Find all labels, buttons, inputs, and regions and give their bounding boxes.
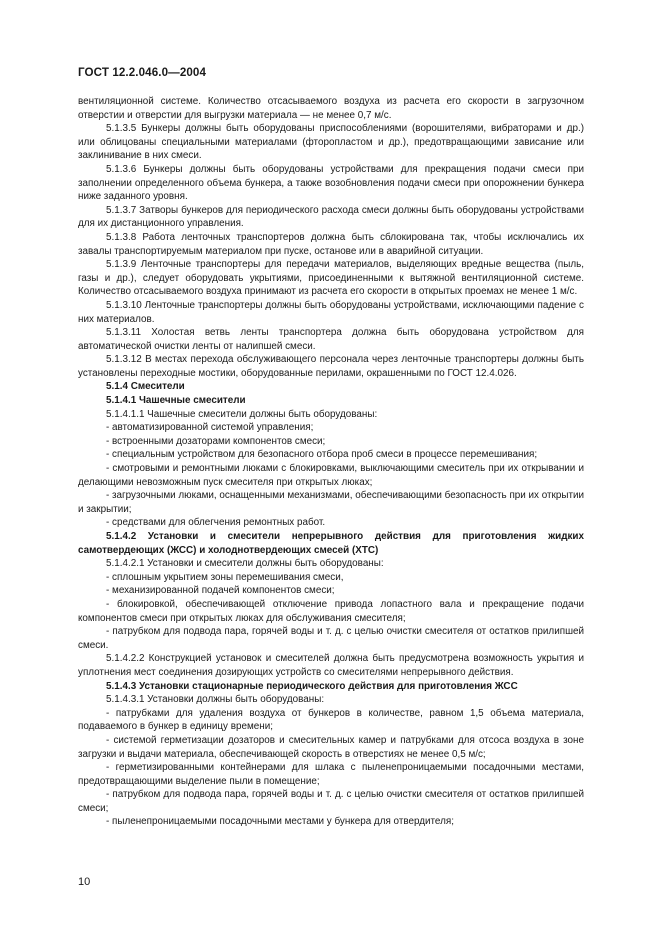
paragraph: - патрубком для подвода пара, горячей воды и т. д. с целью очистки смесителя от остатков прилипшей смеси. [78,626,584,651]
paragraph: 5.1.3.6 Бункеры должны быть оборудованы устройствами для прекращения подачи смеси при заполнении определенного объема бункера, а также возобновления подачи смеси при опорожнении бункера ниже заданного уровня. [78,163,584,203]
paragraph: - сплошным укрытием зоны перемешивания смеси, [106,571,344,583]
paragraph: - блокировкой, обеспечивающей отключение привода лопастного вала и прекращение подачи компонентов смеси при открытых люках для обслуживания смесителя; [78,598,584,624]
paragraph: - герметизированными контейнерами для шлака с пыленепроницаемыми посадочными местами, предотвращающими выделение пыли в помещение; [78,762,584,787]
paragraph: 5.1.3.5 Бункеры должны быть оборудованы приспособлениями (ворошителями, вибраторами и др.) или облицованы специальными материалами (фторопластом и др.), предотвращающими зависание или заклинивание в них смеси. [78,123,584,162]
paragraph: - автоматизированной системой управления; [106,422,314,434]
paragraph: - патрубком для подвода пара, горячей воды и т. д. с целью очистки смесителя от остатков прилипшей смеси; [78,789,584,814]
paragraph: - средствами для облегчения ремонтных работ. [106,517,326,529]
paragraph: вентиляционной системе. Количество отсасываемого воздуха из расчета его скорости в загрузочном отверстии и отверстии для выгрузки материала — не менее 0,7 м/с. [78,96,584,121]
paragraph: 5.1.4.2.2 Конструкцией установок и смесителей должна быть предусмотрена возможность укрытия и уплотнения мест соединения дозирующих устройств со смесителями непрерывного действия. [78,653,584,678]
paragraph: - системой герметизации дозаторов и смесительных камер и патрубками для отсоса воздуха в зоне загрузки и выдачи материала, обеспечивающей скорость в отверстиях не менее 0,5 м/с; [78,734,584,760]
paragraph: 5.1.3.8 Работа ленточных транспортеров должна быть сблокирована так, чтобы исключались их завалы транспортируемым материалом при пуске, останове или в аварийной ситуации. [78,231,584,257]
page-number: 10 [78,876,91,888]
paragraph: - встроенными дозаторами компонентов смеси; [106,435,326,447]
paragraph: 5.1.4.1.1 Чашечные смесители должны быть оборудованы: [106,408,378,420]
document-header: ГОСТ 12.2.046.0—2004 [78,66,207,79]
paragraph: 5.1.4.3.1 Установки должны быть оборудованы: [106,694,325,706]
section-heading: 5.1.4.2 Установки и смесители непрерывного действия для приготовления жидких самотвердеющих (ЖСС) и холоднотвердеющих смесей (ХТС) [78,531,584,556]
paragraph: - специальным устройством для безопасного отбора проб смеси в процессе перемешивания; [106,449,538,461]
paragraph: 5.1.3.9 Ленточные транспортеры для передачи материалов, выделяющих вредные вещества (пыль, газы и др.), следует оборудовать укрытиями, присоединенными к вытяжной вентиляционной системе. Количество отсасываемого воздуха принимают из расчета его скорости в открытых проемах не менее 1 м/с. [78,259,584,298]
paragraph: 5.1.3.7 Затворы бункеров для периодического расхода смеси должны быть оборудованы устройствами для их дистанционного управления. [78,204,584,230]
paragraph: - загрузочными люками, оснащенными механизмами, обеспечивающими безопасность при их открытии и закрытии; [78,490,585,515]
paragraph: 5.1.3.11 Холостая ветвь ленты транспортера должна быть оборудована устройством для автоматической очистки ленты от налипшей смеси. [78,327,584,352]
section-heading: 5.1.4.3 Установки стационарные периодического действия для приготовления ЖСС [106,680,518,692]
section-heading: 5.1.4 Смесители [106,381,185,393]
paragraph: 5.1.4.2.1 Установки и смесители должны быть оборудованы: [106,558,384,570]
paragraph: 5.1.3.12 В местах перехода обслуживающего персонала через ленточные транспортеры должны быть установлены переходные мостики, оборудованные перилами, окрашенными по ГОСТ 12.4.026. [78,354,584,379]
paragraph: - механизированной подачей компонентов смеси; [106,585,335,597]
paragraph: - пыленепроницаемыми посадочными местами у бункера для отвердителя; [106,816,454,828]
paragraph: - смотровыми и ремонтными люками с блокировками, выключающими смеситель при их открывании и делающими невозможным пуск смесителя при открытых люках; [78,463,584,488]
document-body [78,95,584,829]
section-heading: 5.1.4.1 Чашечные смесители [106,395,246,407]
paragraph: 5.1.3.10 Ленточные транспортеры должны быть оборудованы устройствами, исключающими падение с них материалов. [78,299,584,325]
paragraph: - патрубками для удаления воздуха от бункеров в количестве, равном 1,5 объема материала, подаваемого в бункер в единицу времени; [78,707,584,733]
